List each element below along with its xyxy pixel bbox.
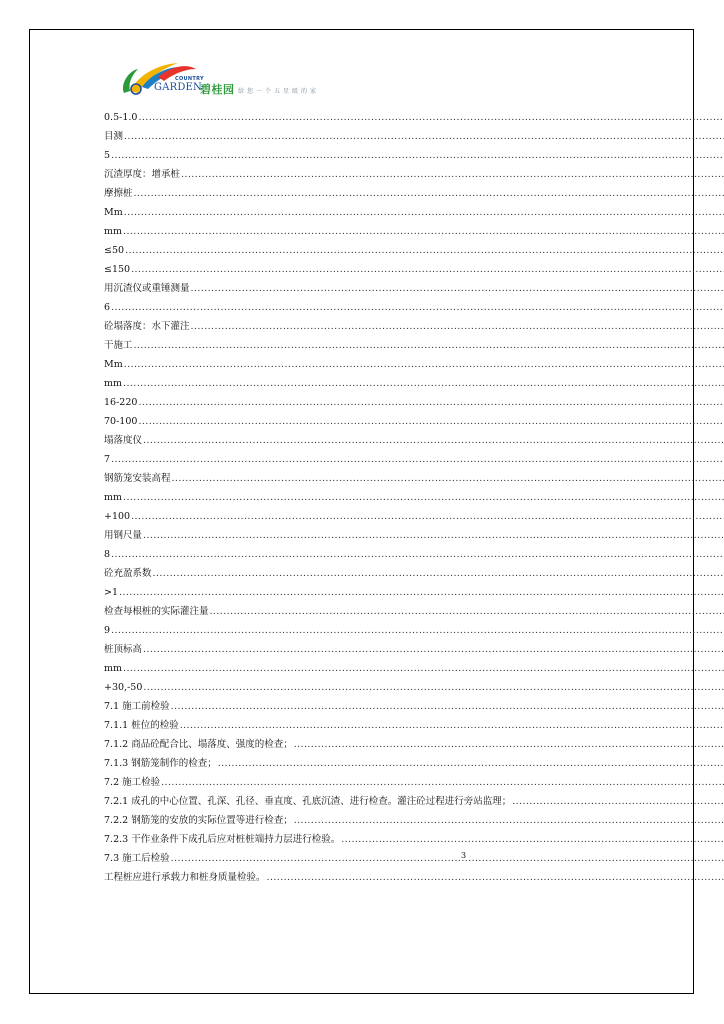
toc-line: >1 ..... (104, 583, 724, 602)
toc-lines (104, 108, 724, 887)
toc-line: mm ..... (104, 488, 724, 507)
toc-line: 7.2.2 钢筋笼的安放的实际位置等进行检查； ..... (104, 811, 724, 830)
toc-line: 7 ..... (104, 450, 724, 469)
toc-line: 用钢尺量 ..... (104, 526, 724, 545)
page-number: 3 (461, 851, 467, 860)
logo-garden-text: GARDEN (154, 82, 203, 93)
toc-line: 5 ..... (104, 146, 724, 165)
toc-line: 6 ..... (104, 298, 724, 317)
toc-line: Mm ..... (104, 355, 724, 374)
toc-line: Mm ..... (104, 203, 724, 222)
toc-line: 7.2.1 成孔的中心位置、孔深、孔径、垂直度、孔底沉渣、进行检查。灌注砼过程进行旁站监理； ..... (104, 792, 724, 811)
toc-line: 7.2.3 干作业条件下成孔后应对桩桩端持力层进行检验。 ..... (104, 830, 724, 849)
toc-line: 塌落度仪 ..... (104, 431, 724, 450)
toc-line: 7.1.2 商品砼配合比、塌落度、强度的检查； ..... (104, 735, 724, 754)
toc-line: ≤50 ..... (104, 241, 724, 260)
toc-line: 8 ..... (104, 545, 724, 564)
toc-line: 0.5-1.0 ..... (104, 108, 724, 127)
logo-chinese-name: 碧桂园 (200, 83, 235, 96)
toc-line: 桩顶标高 ..... (104, 640, 724, 659)
toc-line: 摩擦桩 ..... (104, 184, 724, 203)
toc-line: 钢筋笼安装高程 ..... (104, 469, 724, 488)
toc-line: mm ..... (104, 374, 724, 393)
toc-line: 用沉渣仪或重锤测量 ..... (104, 279, 724, 298)
toc-line: 70-100 ..... (104, 412, 724, 431)
toc-line: 7.1 施工前检验 ..... (104, 697, 724, 716)
toc-line: 7.1.1 桩位的检验 ..... (104, 716, 724, 735)
toc-line: 9 ..... (104, 621, 724, 640)
toc-line: mm ..... (104, 222, 724, 241)
toc-line: ≤150 ..... (104, 260, 724, 279)
toc-line: 7.2 施工检验 ..... (104, 773, 724, 792)
toc-line: +100 ..... (104, 507, 724, 526)
logo-slogan: 给您一个五星级的家 (238, 88, 320, 95)
toc-line: 干施工 ..... (104, 336, 724, 355)
toc-line: 目测 ..... (104, 127, 724, 146)
logo-country-text: COUNTRY (175, 76, 204, 82)
country-garden-logo (118, 57, 338, 99)
toc-line: 砼充盈系数 ..... (104, 564, 724, 583)
toc-line: 7.1.3 钢筋笼制作的检查； ..... (104, 754, 724, 773)
toc-line: 工程桩应进行承载力和桩身质量检验。 ..... (104, 868, 724, 887)
toc-line: 沉渣厚度：增承桩 ..... (104, 165, 724, 184)
toc-line: 检查每根桩的实际灌注量 ..... (104, 602, 724, 621)
toc-line: 7.3 施工后检验 ..... (104, 849, 724, 868)
toc-line: 砼塌落度：水下灌注 ..... (104, 317, 724, 336)
toc-line: mm ..... (104, 659, 724, 678)
toc-line: +30,-50 ..... (104, 678, 724, 697)
toc-line: 16-220 ..... (104, 393, 724, 412)
